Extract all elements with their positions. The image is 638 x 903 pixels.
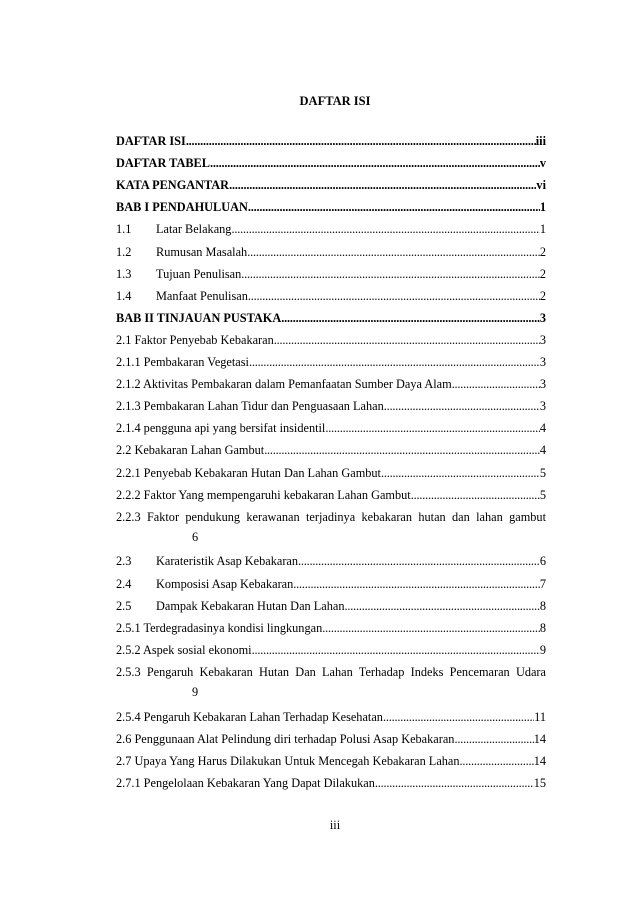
toc-entry-page: vi: [536, 178, 546, 193]
toc-entry: [116, 553, 546, 569]
toc-entry: [116, 576, 546, 592]
toc-entry-title: BAB II TINJAUAN PUSTAKA: [116, 310, 282, 325]
page-number: iii: [329, 818, 341, 832]
toc-entry-title: Rumusan Masalah: [156, 244, 248, 259]
toc-entry-title: Tujuan Penulisan: [156, 266, 242, 281]
toc-entry: [116, 310, 546, 326]
toc-entry: [116, 266, 546, 282]
toc-entry: [116, 376, 546, 392]
toc-entry-page: 6: [192, 529, 199, 544]
toc-dot-leader: [281, 310, 540, 326]
toc-entry: [116, 177, 546, 193]
toc-entry: [116, 288, 546, 304]
toc-dot-leader: [229, 177, 536, 193]
toc-dot-leader: [248, 288, 540, 304]
toc-dot-leader: [454, 731, 533, 747]
toc-entry-number: 2.3: [116, 554, 132, 569]
toc-entry: [116, 221, 546, 237]
toc-entry-page: 4: [539, 443, 546, 458]
toc-dot-leader: [411, 487, 540, 503]
toc-entry-title: KATA PENGANTAR: [116, 178, 230, 193]
toc-entry-number: 1.3: [116, 266, 132, 281]
toc-dot-leader: [375, 775, 534, 791]
toc-dot-leader: [460, 753, 534, 769]
toc-entry-page: 15: [533, 775, 546, 790]
toc-entry-page: 6: [539, 554, 546, 569]
toc-dot-leader: [241, 266, 540, 282]
toc-entry-number: 1.1: [116, 222, 132, 237]
toc-entry-title: BAB I PENDAHULUAN: [116, 200, 248, 215]
toc-dot-leader: [344, 598, 539, 614]
toc-entry-page: 3: [539, 377, 546, 392]
toc-entry-number: 1.2: [116, 244, 132, 259]
toc-entry-title: Dampak Kebakaran Hutan Dan Lahan: [156, 598, 345, 613]
toc-dot-leader: [186, 133, 536, 149]
toc-entry: [116, 244, 546, 260]
toc-entry-page: 9: [192, 685, 199, 699]
toc-entry: [116, 753, 546, 769]
toc-entry-page: 2: [539, 288, 546, 303]
toc-dot-leader: [247, 244, 540, 260]
toc-entry-title: 2.7 Upaya Yang Harus Dilakukan Untuk Mencegah Kebakaran Lahan: [116, 753, 460, 768]
toc-dot-leader: [274, 332, 540, 348]
toc-entry-title: 2.1.4 pengguna api yang bersifat insidentil: [116, 421, 326, 436]
toc-dot-leader: [293, 576, 540, 592]
toc-entry-page: 2: [539, 266, 546, 281]
toc-dot-leader: [452, 376, 540, 392]
toc-entry-title: 2.6 Penggunaan Alat Pelindung diri terhadap Polusi Asap Kebakaran: [116, 731, 455, 746]
toc-dot-leader: [248, 199, 540, 215]
toc-entry-page: 2: [539, 244, 546, 259]
toc-entry-page: 5: [539, 465, 546, 480]
toc-entry-page: 3: [539, 332, 546, 347]
toc-entry: [116, 465, 546, 481]
toc-entry-page: 7: [539, 576, 546, 591]
toc-entry-title: DAFTAR ISI: [116, 134, 186, 148]
toc-entry-title: DAFTAR TABEL: [116, 156, 210, 171]
toc-entry: [116, 199, 546, 215]
toc-entry-page: 9: [539, 642, 546, 657]
toc-entry-page: 3: [539, 310, 546, 325]
toc-entry-page: iii: [535, 134, 546, 148]
toc-dot-leader: [249, 354, 540, 370]
toc-entry: [116, 155, 546, 171]
toc-entry: [116, 420, 546, 436]
toc-entry: [116, 642, 546, 658]
toc-entry: [116, 487, 546, 503]
page-title: DAFTAR ISI: [299, 94, 371, 108]
toc-entry-number: 1.4: [116, 288, 132, 303]
toc-entry-page: 14: [533, 753, 546, 768]
toc-entry-title: 2.2.2 Faktor Yang mempengaruhi kebakaran Lahan Gambut: [116, 487, 411, 502]
toc-entry-page: v: [539, 156, 546, 171]
toc-dot-leader: [231, 221, 539, 237]
toc-entry: [116, 731, 546, 747]
toc-entry-page: 3: [539, 399, 546, 414]
toc-entry-title: 2.2 Kebakaran Lahan Gambut: [116, 443, 265, 458]
toc-entry-page: 8: [539, 598, 546, 613]
toc-entry: [116, 442, 546, 458]
toc-entry-number: 2.5: [116, 598, 132, 613]
toc-entry: [116, 620, 546, 636]
toc-entry: [116, 398, 546, 414]
toc-entry-title: 2.7.1 Pengelolaan Kebakaran Yang Dapat Dilakukan: [116, 775, 375, 790]
toc-entry-title: Latar Belakang: [156, 222, 232, 237]
toc-entry-title: 2.1.1 Pembakaran Vegetasi: [116, 355, 249, 369]
toc-entry-title: 2.2.1 Penyebab Kebakaran Hutan Dan Lahan Gambut: [116, 465, 381, 480]
toc-dot-leader: [381, 465, 540, 481]
toc-entry-title: Manfaat Penulisan: [156, 288, 248, 303]
toc-dot-leader: [383, 709, 534, 725]
toc-dot-leader: [384, 398, 540, 414]
toc-entry-page: 8: [539, 620, 546, 635]
toc-entry-title: 2.5.2 Aspek sosial ekonomi: [116, 642, 252, 657]
toc-entry-title: 2.1.2 Aktivitas Pembakaran dalam Pemanfaatan Sumber Daya Alam: [116, 377, 452, 392]
toc-entry: [116, 332, 546, 348]
toc-entry-title: Komposisi Asap Kebakaran: [156, 576, 294, 591]
toc-dot-leader: [298, 553, 540, 569]
toc-entry-page: 4: [539, 421, 546, 436]
toc-entry-page: 1: [539, 200, 546, 215]
toc-dot-leader: [252, 642, 540, 658]
toc-entry: [116, 775, 546, 791]
toc-entry-page: 11: [534, 709, 546, 724]
toc-entry-number: 2.4: [116, 576, 132, 591]
toc-dot-leader: [322, 620, 540, 636]
toc-entry: [116, 133, 546, 149]
toc-entry: [116, 598, 546, 614]
toc-entry: [116, 709, 546, 725]
toc-dot-leader: [264, 442, 540, 458]
toc-dot-leader: [210, 155, 540, 171]
toc-entry-title: 2.1 Faktor Penyebab Kebakaran: [116, 332, 274, 347]
toc-entry-title: 2.2.3 Faktor pendukung kerawanan terjadinya kebakaran hutan dan lahan gambut: [116, 509, 546, 524]
toc-entry-page: 14: [533, 731, 546, 746]
toc-dot-leader: [325, 420, 540, 436]
toc-entry-title: 2.5.3 Pengaruh Kebakaran Hutan Dan Lahan Terhadap Indeks Pencemaran Udara: [116, 664, 546, 679]
toc-entry-page: 3: [539, 355, 546, 369]
toc-entry-title: 2.1.3 Pembakaran Lahan Tidur dan Penguasaan Lahan: [116, 399, 384, 414]
toc-entry: [116, 354, 546, 370]
toc-entry-title: 2.5.1 Terdegradasinya kondisi lingkungan: [116, 620, 323, 635]
toc-entry-title: Karateristik Asap Kebakaran: [156, 554, 299, 569]
toc-entry-title: 2.5.4 Pengaruh Kebakaran Lahan Terhadap Kesehatan: [116, 709, 383, 724]
toc-entry-page: 5: [539, 487, 546, 502]
toc-entry-page: 1: [539, 222, 546, 237]
